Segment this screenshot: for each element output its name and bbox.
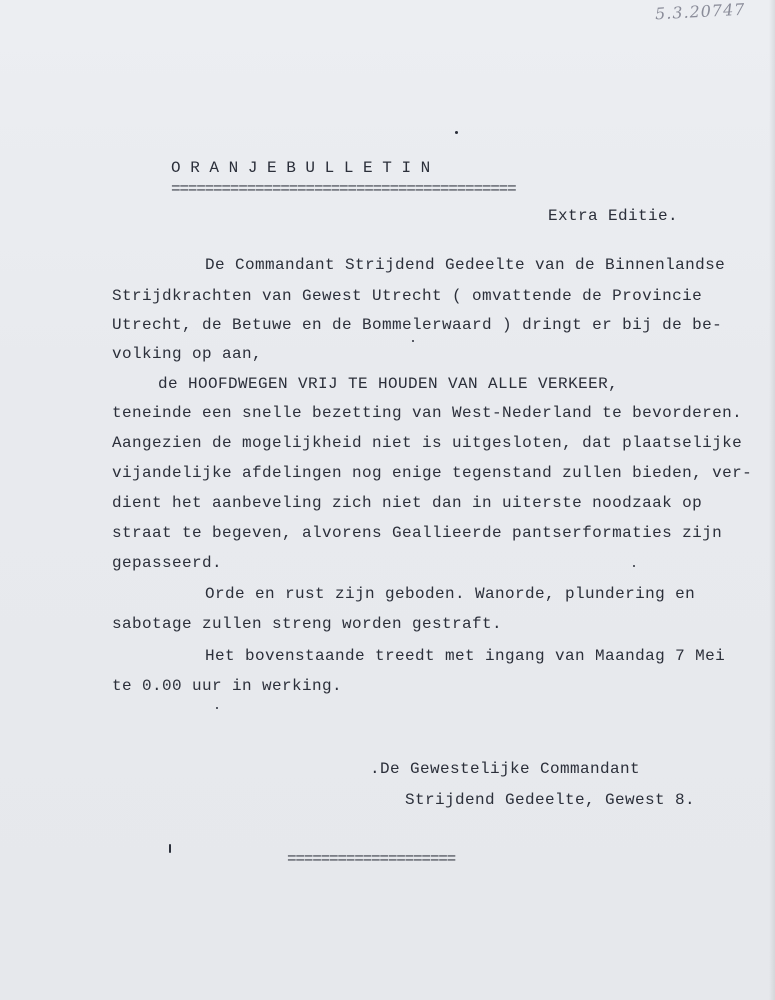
signature-title: .De Gewestelijke Commandant bbox=[370, 760, 641, 778]
ink-speck bbox=[169, 844, 171, 853]
document-title: O R A N J E B U L L E T I N bbox=[171, 159, 431, 177]
closing-rule: ==================== bbox=[287, 850, 456, 868]
body-line: dient het aanbeveling zich niet dan in uiterste noodzaak op bbox=[112, 494, 703, 512]
body-line: straat te begeven, alvorens Geallieerde pantserformaties zijn bbox=[112, 524, 723, 542]
body-line: Orde en rust zijn geboden. Wanorde, plundering en bbox=[205, 585, 696, 603]
body-line: Strijdkrachten van Gewest Utrecht ( omvattende de Provincie bbox=[112, 287, 703, 305]
ink-speck bbox=[412, 340, 414, 342]
body-line: De Commandant Strijdend Gedeelte van de Binnenlandse bbox=[205, 256, 726, 274]
title-underline: ========================================= bbox=[171, 180, 516, 198]
body-line: de HOOFDWEGEN VRIJ TE HOUDEN VAN ALLE VERKEER, bbox=[158, 375, 619, 393]
ink-speck bbox=[216, 707, 218, 709]
body-line: Aangezien de mogelijkheid niet is uitgesloten, dat plaatselijke bbox=[112, 434, 743, 452]
signature-unit: Strijdend Gedeelte, Gewest 8. bbox=[405, 791, 696, 809]
body-line: volking op aan, bbox=[112, 345, 263, 363]
edition-label: Extra Editie. bbox=[548, 207, 679, 225]
body-line: sabotage zullen streng worden gestraft. bbox=[112, 615, 503, 633]
ink-speck bbox=[455, 131, 458, 134]
body-line: te 0.00 uur in werking. bbox=[112, 677, 343, 695]
body-line: teneinde een snelle bezetting van West-Nederland te bevorderen. bbox=[112, 404, 743, 422]
ink-speck bbox=[633, 565, 635, 567]
page-edge-shadow bbox=[769, 0, 775, 1000]
body-line: vijandelijke afdelingen nog enige tegenstand zullen bieden, ver- bbox=[112, 464, 753, 482]
body-line: Utrecht, de Betuwe en de Bommelerwaard ) dringt er bij de be- bbox=[112, 316, 723, 334]
archive-reference-note: 5.3.20747 bbox=[654, 0, 746, 24]
body-line: Het bovenstaande treedt met ingang van Maandag 7 Mei bbox=[205, 647, 726, 665]
body-line: gepasseerd. bbox=[112, 554, 223, 572]
